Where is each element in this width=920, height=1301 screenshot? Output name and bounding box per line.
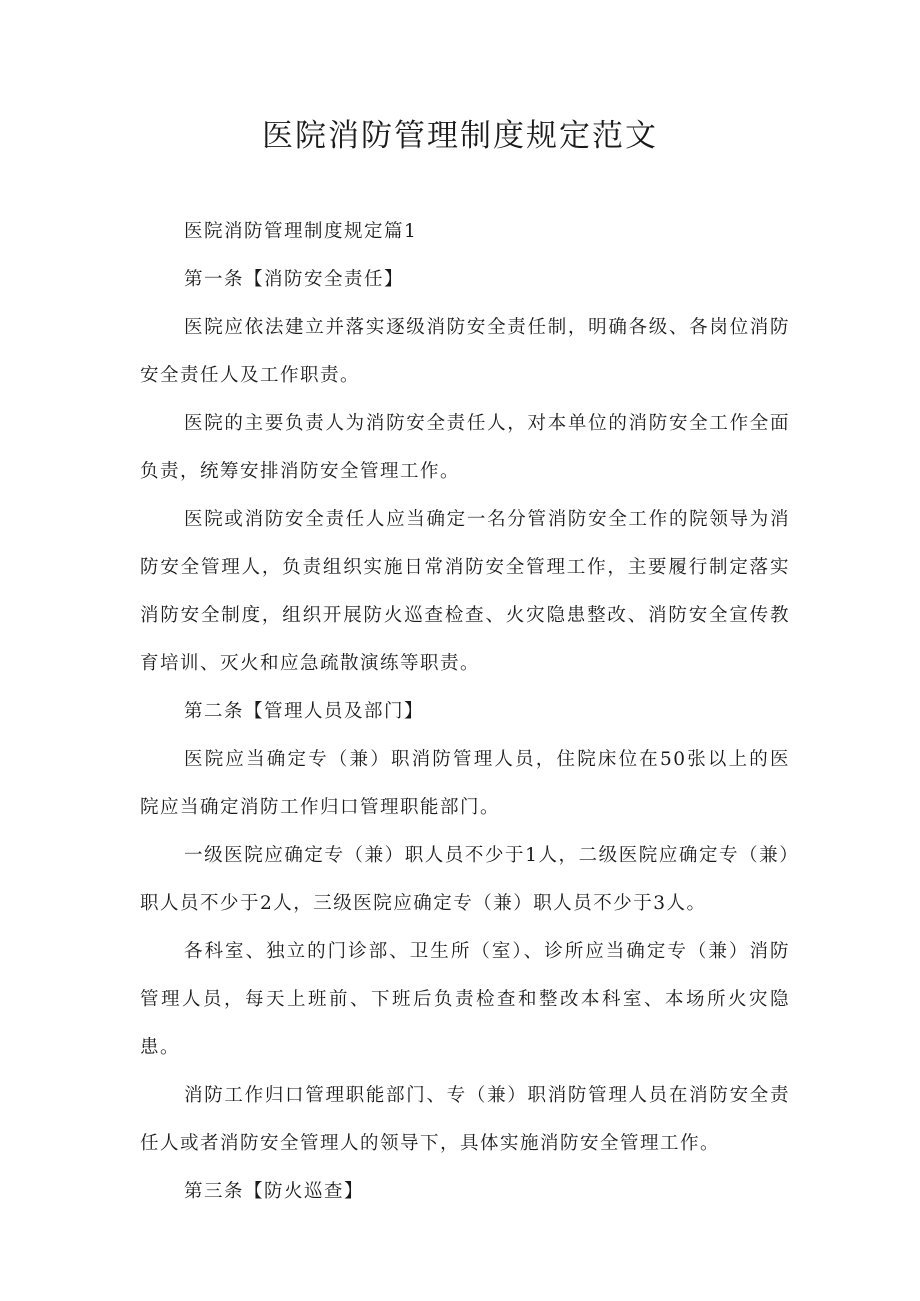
article-heading: 第三条【防火巡查】 [184,1181,365,1202]
paragraph: 医院应当确定专（兼）职消防管理人员，住院床位在50张以上的医院应当确定消防工作归口管理职能部门。 [140,749,790,818]
article-heading: 第二条【管理人员及部门】 [184,701,425,722]
paragraph: 医院的主要负责人为消防安全责任人，对本单位的消防安全工作全面负责，统筹安排消防安全管理工作。 [140,413,790,482]
article-heading: 第一条【消防安全责任】 [184,269,405,290]
paragraph: 一级医院应确定专（兼）职人员不少于1人，二级医院应确定专（兼）职人员不少于2人，三级医院应确定专（兼）职人员不少于3人。 [140,845,790,914]
paragraph: 医院应依法建立并落实逐级消防安全责任制，明确各级、各岗位消防安全责任人及工作职责。 [140,317,790,386]
document-body [140,208,790,1216]
section-heading: 医院消防管理制度规定篇1 [184,221,418,242]
document-title: 医院消防管理制度规定范文 [262,118,658,154]
paragraph: 医院或消防安全责任人应当确定一名分管消防安全工作的院领导为消防安全管理人，负责组织实施日常消防安全管理工作，主要履行制定落实消防安全制度，组织开展防火巡查检查、火灾隐患整改、消防安全宣传教育培训、灭火和应急疏散演练等职责。 [140,509,790,674]
paragraph: 消防工作归口管理职能部门、专（兼）职消防管理人员在消防安全责任人或者消防安全管理人的领导下，具体实施消防安全管理工作。 [140,1085,790,1154]
paragraph: 各科室、独立的门诊部、卫生所（室）、诊所应当确定专（兼）消防管理人员，每天上班前、下班后负责检查和整改本科室、本场所火灾隐患。 [140,941,790,1058]
